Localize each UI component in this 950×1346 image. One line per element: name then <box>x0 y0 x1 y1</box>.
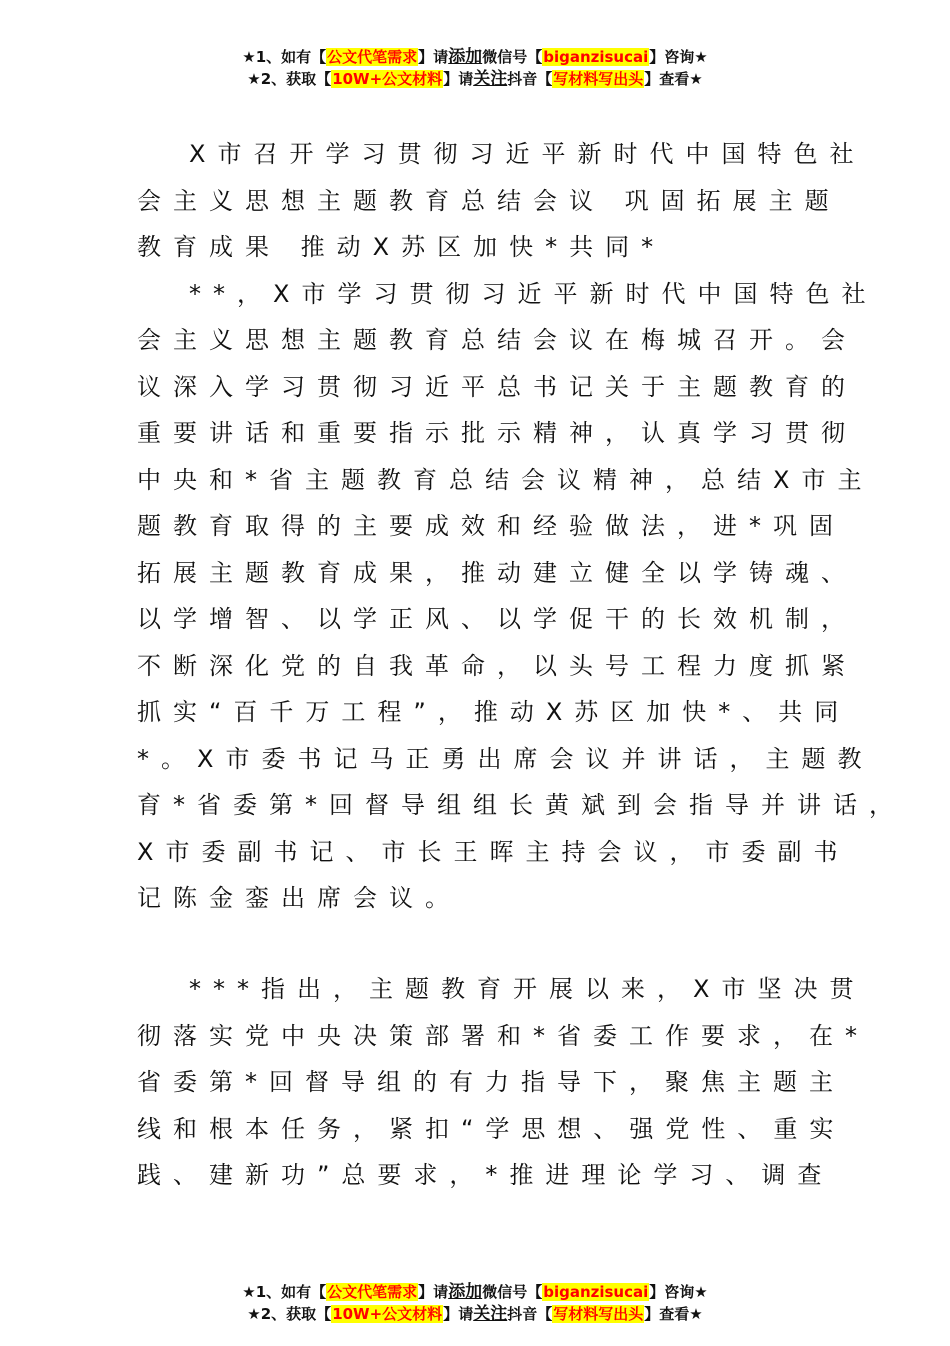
banner-text: 微信号【 <box>482 48 543 66</box>
article-line: 会主义思想主题教育总结会议在梅城召开。会 <box>137 326 857 354</box>
article-line: 题教育取得的主要成效和经验做法，进*巩固 <box>137 512 845 540</box>
banner-text: 抖音【 <box>507 1305 553 1323</box>
banner-highlight: 公文代笔需求 <box>327 1283 418 1301</box>
article-line: *。X市委书记马正勇出席会议并讲话，主题教 <box>137 744 874 773</box>
banner-text: ★1、如有【 <box>242 48 327 66</box>
article-line: 以学增智、以学正风、以学促干的长效机制， <box>137 605 857 633</box>
banner-text: ★2、获取【 <box>247 1305 332 1323</box>
article-line: **，X市学习贯彻习近平新时代中国特色社 <box>189 279 878 308</box>
banner-text: 】请 <box>418 1283 449 1301</box>
banner-emphasis: 关注 <box>473 1304 508 1324</box>
article-line: 不断深化党的自我革命，以头号工程力度抓紧 <box>137 651 857 680</box>
article-line: 重要讲话和重要指示批示精神，认真学习贯彻 <box>137 419 857 447</box>
banner-douyin-id: 写材料写出头 <box>553 70 644 88</box>
banner-text: 微信号【 <box>482 1283 543 1301</box>
banner-highlight: 公文代笔需求 <box>327 48 418 66</box>
banner-douyin-id: 写材料写出头 <box>553 1305 644 1323</box>
header-banner-line-1 <box>0 46 950 68</box>
article-block-1 <box>137 131 905 922</box>
banner-text: 】查看★ <box>644 1305 703 1323</box>
article-line: ***指出，主题教育开展以来，X市坚决贯 <box>189 975 866 1003</box>
article-title-line: X市召开学习贯彻习近平新时代中国特色社 <box>189 140 866 168</box>
banner-highlight: 10W+公文材料 <box>332 1305 443 1323</box>
article-line: 议深入学习贯彻习近平总书记关于主题教育的 <box>137 372 857 401</box>
article-line: X市委副书记、市长王晖主持会议，市委副书 <box>137 837 850 866</box>
banner-text: ★1、如有【 <box>242 1283 327 1301</box>
header-banner-line-2 <box>0 68 950 90</box>
article-line: 省委第*回督导组的有力指导下，聚焦主题主 <box>137 1068 845 1096</box>
banner-text: 】咨询★ <box>649 48 708 66</box>
banner-text: 】咨询★ <box>649 1283 708 1301</box>
article-title-line: 会主义思想主题教育总结会议 巩固拓展主题 <box>137 186 841 215</box>
header-banner <box>0 46 950 90</box>
article-line: 线和根本任务，紧扣“学思想、强党性、重实 <box>137 1114 846 1143</box>
banner-emphasis: 关注 <box>473 69 508 89</box>
article-line: 记陈金銮出席会议。 <box>137 884 461 912</box>
banner-text: 】请 <box>443 70 474 88</box>
article-line: 拓展主题教育成果，推动建立健全以学铸魂、 <box>137 558 857 587</box>
article-line: 彻落实党中央决策部署和*省委工作要求，在* <box>137 1021 869 1050</box>
footer-banner-line-2 <box>0 1303 950 1325</box>
article-line: 抓实“百千万工程”，推动X苏区加快*、共同 <box>137 698 851 726</box>
banner-text: 】查看★ <box>644 70 703 88</box>
banner-highlight: 10W+公文材料 <box>332 70 443 88</box>
banner-text: ★2、获取【 <box>247 70 332 88</box>
article-line: 践、建新功”总要求，*推进理论学习、调查 <box>137 1161 834 1189</box>
article-line: 育*省委第*回督导组组长黄斌到会指导并讲话， <box>137 791 905 819</box>
article-title-line: 教育成果 推动X苏区加快*共同* <box>137 233 666 261</box>
banner-wechat-id: biganzisucai <box>543 1283 649 1301</box>
footer-banner <box>0 1281 950 1325</box>
article-line: 中央和*省主题教育总结会议精神，总结X市主 <box>137 465 874 494</box>
banner-text: 】请 <box>443 1305 474 1323</box>
banner-emphasis: 添加 <box>448 1282 483 1302</box>
footer-banner-line-1 <box>0 1281 950 1303</box>
banner-text: 抖音【 <box>507 70 553 88</box>
banner-text: 】请 <box>418 48 449 66</box>
article-block-2 <box>137 966 869 1199</box>
banner-wechat-id: biganzisucai <box>543 48 649 66</box>
banner-emphasis: 添加 <box>448 47 483 67</box>
